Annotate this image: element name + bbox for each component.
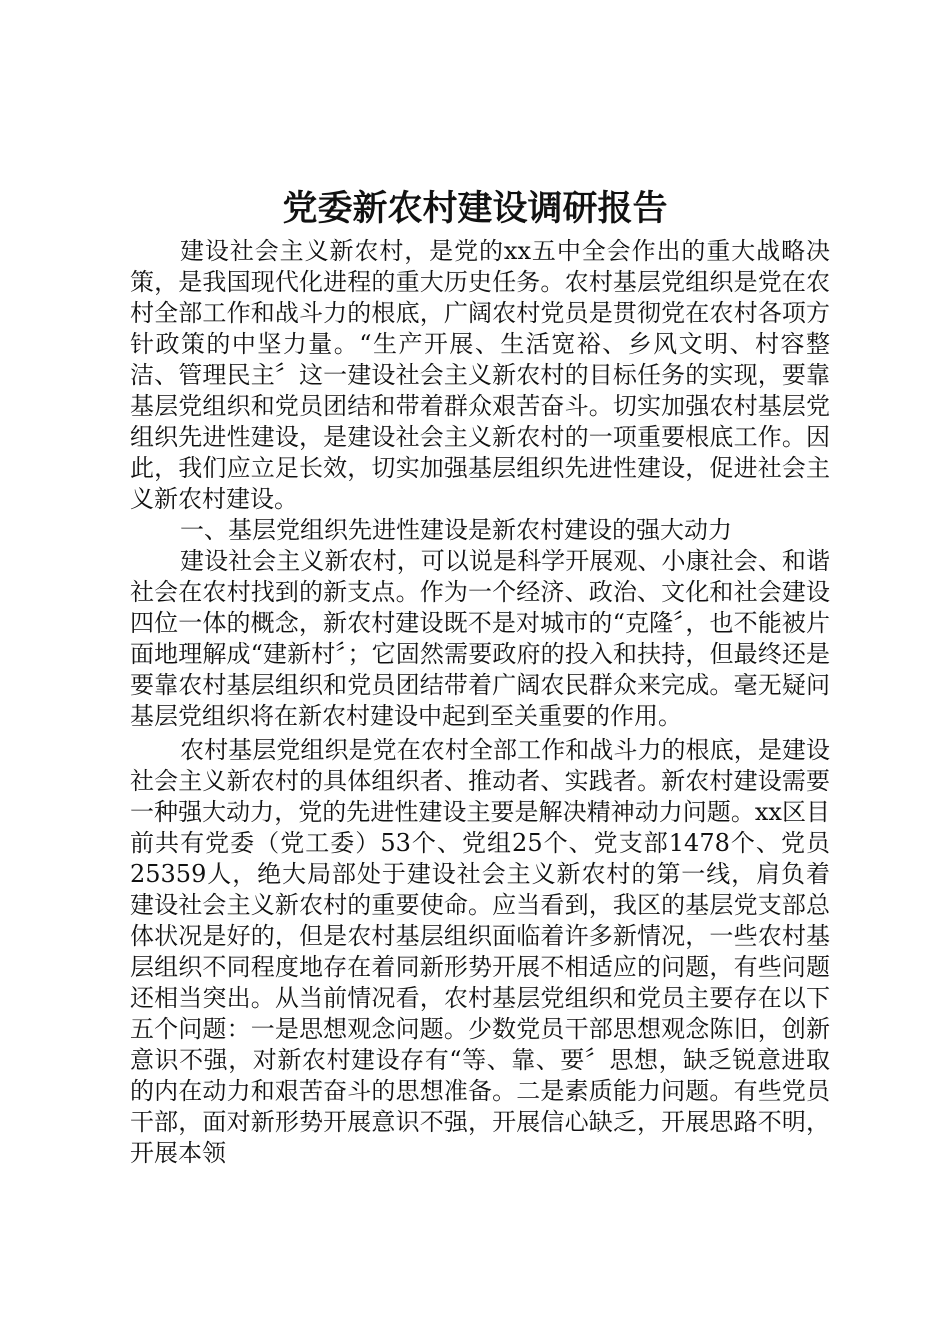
paragraph-intro: 建设社会主义新农村，是党的xx五中全会作出的重大战略决策，是我国现代化进程的重大历史任务。农村基层党组织是党在农村全部工作和战斗力的根底，广阔农村党员是贯彻党在农村各项方针政策的中坚力量。“生产开展、生活宽裕、乡风文明、村容整洁、管理民主〞这一建设社会主义新农村的目标任务的实现，要靠基层党组织和党员团结和带着群众艰苦奋斗。切实加强农村基层党组织先进性建设，是建设社会主义新农村的一项重要根底工作。因此，我们应立足长效，切实加强基层组织先进性建设，促进社会主义新农村建设。	[130, 237, 830, 513]
paragraph-section-1-continued: 农村基层党组织是党在农村全部工作和战斗力的根底，是建设社会主义新农村的具体组织者、推动者、实践者。新农村建设需要一种强大动力，党的先进性建设主要是解决精神动力问题。xx区目前共有党委（党工委）53个、党组25个、党支部1478个、党员25359人，绝大局部处于建设社会主义新农村的第一线，肩负着建设社会主义新农村的重要使命。应当看到，我区的基层党支部总体状况是好的，但是农村基层组织面临着许多新情况，一些农村基层组织不同程度地存在着同新形势开展不相适应的问题，有些问题还相当突出。从当前情况看，农村基层党组织和党员主要存在以下五个问题：一是思想观念问题。少数党员干部思想观念陈旧，创新意识不强，对新农村建设存有“等、靠、要〞思想，缺乏锐意进取的内在动力和艰苦奋斗的思想准备。二是素质能力问题。有些党员干部，面对新形势开展意识不强，开展信心缺乏，开展思路不明，开展本领	[130, 736, 830, 1167]
document-title: 党委新农村建设调研报告	[282, 188, 668, 229]
document-body	[130, 236, 830, 1169]
section-heading-1: 一、基层党组织先进性建设是新农村建设的强大动力	[180, 516, 732, 544]
paragraph-section-1: 建设社会主义新农村，可以说是科学开展观、小康社会、和谐社会在农村找到的新支点。作为一个经济、政治、文化和社会建设四位一体的概念，新农村建设既不是对城市的“克隆〞，也不能被片面地理解成“建新村〞；它固然需要政府的投入和扶持，但最终还是要靠农村基层组织和党员团结带着广阔农民群众来完成。毫无疑问基层党组织将在新农村建设中起到至关重要的作用。	[130, 547, 830, 730]
